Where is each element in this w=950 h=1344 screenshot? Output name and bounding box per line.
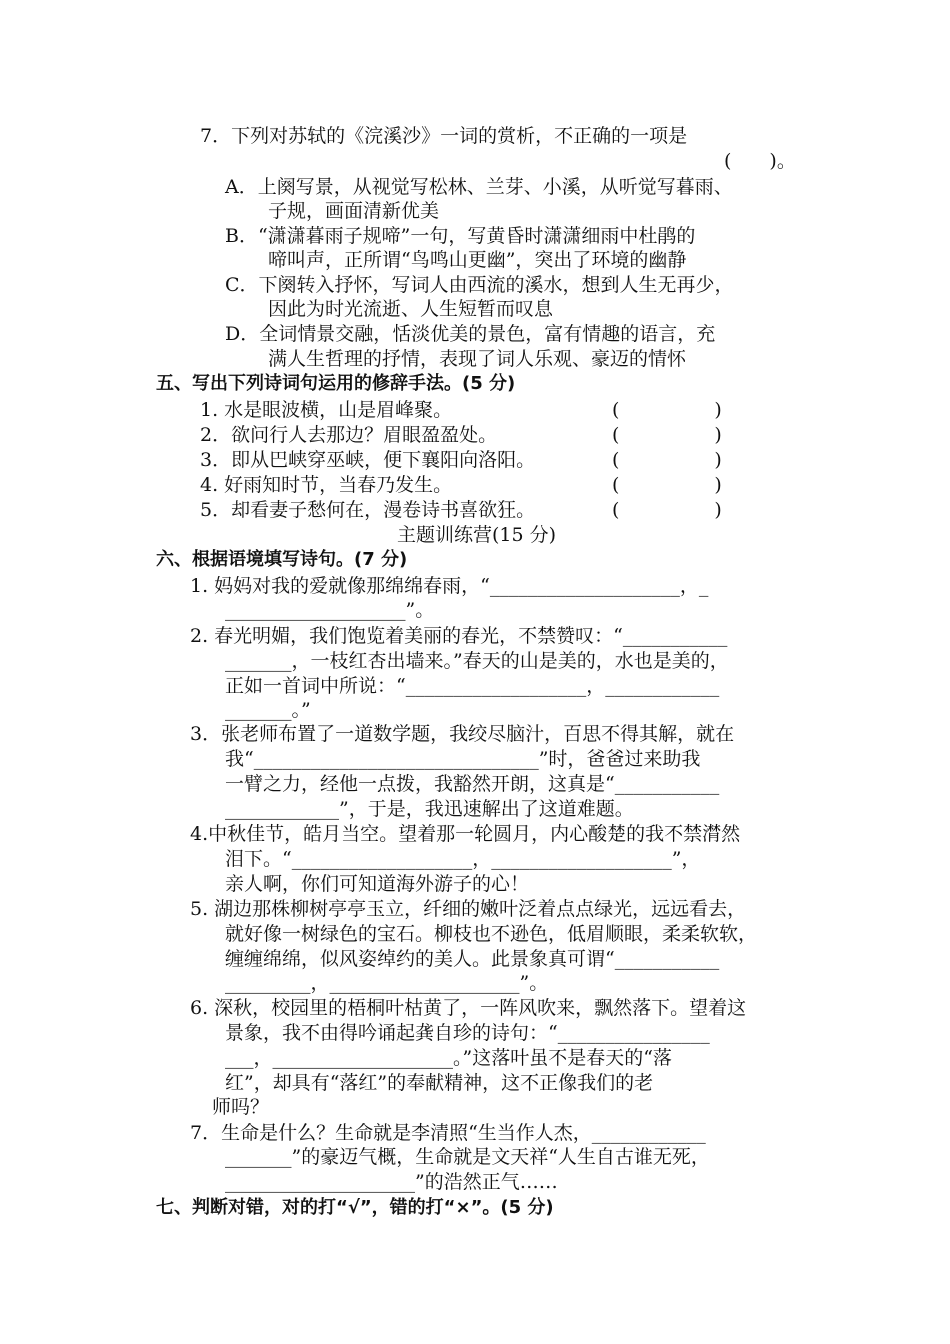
sec6-item-5-cont3: _________，____________________”。	[225, 972, 549, 994]
q7-option-c-cont: 因此为时光流逝、人生短暂而叹息	[268, 298, 554, 320]
sec6-item-3-cont3: ____________”，于是，我迅速解出了这道难题。	[225, 798, 634, 820]
q7-option-a: A．上阕写景，从视觉写松林、兰芽、小溪，从听觉写暮雨、	[225, 176, 733, 198]
sec6-item-6-cont2: ___，___________________。”这落叶虽不是春天的“落	[225, 1047, 672, 1069]
sec6-item-2-cont3: _______。”	[225, 699, 311, 721]
sec5-item-4: 4. 好雨知时节，当春乃发生。	[200, 474, 453, 496]
sec6-item-4: 4.中秋佳节，皓月当空。望着那一轮圆月，内心酸楚的我不禁潸然	[190, 823, 741, 845]
section-5-title: 五、写出下列诗词句运用的修辞手法。(5 分)	[156, 373, 516, 394]
section-6-title: 六、根据语境填写诗句。(7 分)	[156, 549, 408, 570]
sec6-item-2-cont2: 正如一首词中所说：“___________________，____________	[225, 675, 720, 697]
sec6-item-6-cont4: 师吗？	[212, 1096, 270, 1118]
q7-option-c: C．下阕转入抒怀，写词人由西流的溪水，想到人生无再少，	[225, 274, 734, 296]
q7-option-d-cont: 满人生哲理的抒情，表现了词人乐观、豪迈的情怀	[268, 348, 687, 370]
sec6-item-4-cont1: 泪下。“___________________，___________________”，	[225, 848, 701, 870]
sec6-item-2-cont1: _______，一枝红杏出墙来。”春天的山是美的，水也是美的，	[225, 650, 729, 672]
sec5-answer-4[interactable]: ( )	[612, 474, 722, 496]
sec6-item-6: 6. 深秋，校园里的梧桐叶枯黄了，一阵风吹来，飘然落下。望着这	[190, 997, 747, 1019]
sec6-item-3-cont2: 一臂之力，经他一点拨，我豁然开朗，这真是“___________	[225, 773, 720, 795]
sec6-item-5: 5. 湖边那株柳树亭亭玉立，纤细的嫩叶泛着点点绿光，远远看去，	[190, 898, 747, 920]
sec6-item-1: 1. 妈妈对我的爱就像那绵绵春雨，“____________________，_	[190, 575, 709, 597]
q7-option-b-cont: 啼叫声，正所谓“鸟鸣山更幽”，突出了环境的幽静	[268, 249, 687, 271]
sec5-answer-2[interactable]: ( )	[612, 424, 722, 446]
sec5-item-2: 2．欲问行人去那边？眉眼盈盈处。	[200, 424, 498, 446]
theme-heading: 主题训练营(15 分)	[397, 524, 557, 546]
section-7-title: 七、判断对错，对的打“√”，错的打“×”。(5 分)	[156, 1197, 554, 1218]
sec6-item-6-cont1: 景象，我不由得吟诵起龚自珍的诗句：“________________	[225, 1022, 710, 1044]
sec6-item-3-cont1: 我“______________________________”时，爸爸过来助我	[225, 748, 701, 770]
sec6-item-4-cont2: 亲人啊，你们可知道海外游子的心！	[225, 873, 530, 895]
sec6-item-7-cont1: _______”的豪迈气概，生命就是文天祥“人生自古谁无死，	[225, 1146, 710, 1168]
sec6-item-3: 3．张老师布置了一道数学题，我绞尽脑汁，百思不得其解，就在	[190, 723, 735, 745]
q7-stem: 7．下列对苏轼的《浣溪沙》一词的赏析，不正确的一项是	[200, 125, 688, 147]
q7-option-b: B．“潇潇暮雨子规啼”一句，写黄昏时潇潇细雨中杜鹃的	[225, 225, 696, 247]
sec6-item-6-cont3: 红”，却具有“落红”的奉献精神，这不正像我们的老	[225, 1072, 654, 1094]
q7-option-d: D．全词情景交融，恬淡优美的景色，富有情趣的语言，充	[225, 323, 716, 345]
sec6-item-7-cont2: ____________________”的浩然正气……	[225, 1171, 558, 1193]
sec5-answer-5[interactable]: ( )	[612, 499, 722, 521]
q7-option-a-cont: 子规，画面清新优美	[268, 200, 440, 222]
sec6-item-1-cont: ___________________”。	[225, 599, 435, 621]
sec5-answer-3[interactable]: ( )	[612, 449, 722, 471]
sec6-item-5-cont1: 就好像一树绿色的宝石。柳枝也不逊色，低眉顺眼，柔柔软软，	[225, 923, 758, 945]
sec6-item-5-cont2: 缠缠绵绵，似风姿绰约的美人。此景象真可谓“___________	[225, 948, 720, 970]
sec5-answer-1[interactable]: ( )	[612, 399, 722, 421]
sec5-item-5: 5．却看妻子愁何在，漫卷诗书喜欲狂。	[200, 499, 536, 521]
sec6-item-7: 7．生命是什么？生命就是李清照“生当作人杰，____________	[190, 1122, 706, 1144]
q7-answer-paren: ( )。	[724, 150, 796, 172]
sec5-item-1: 1. 水是眼波横，山是眉峰聚。	[200, 399, 453, 421]
sec6-item-2: 2. 春光明媚，我们饱览着美丽的春光，不禁赞叹：“___________	[190, 625, 728, 647]
sec5-item-3: 3．即从巴峡穿巫峡，便下襄阳向洛阳。	[200, 449, 536, 471]
